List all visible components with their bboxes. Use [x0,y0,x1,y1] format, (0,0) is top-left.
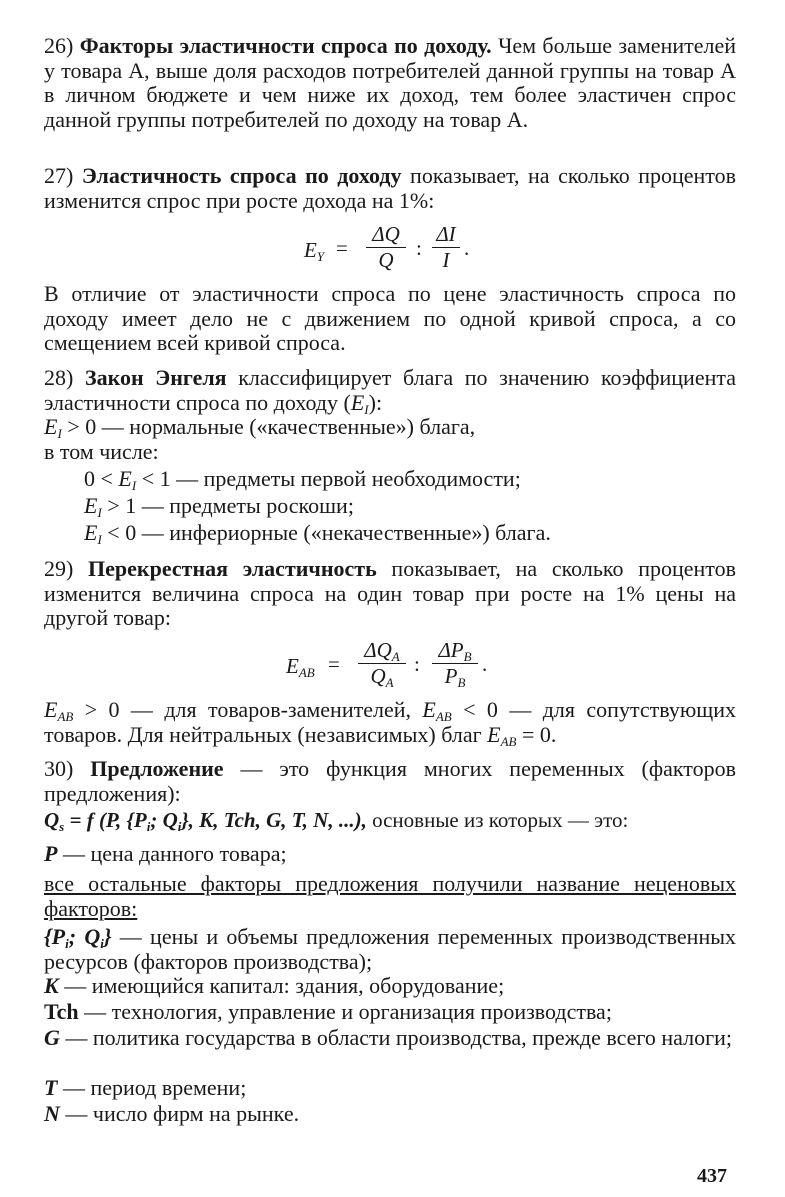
section-number: 30) [44,756,74,781]
formula-fraction [366,222,406,272]
cross-elasticity-formula: $E_{AB}$ = $\Delta Q_A$ $Q_A$ : $\Delta P_B$ $P_B$ . [286,638,488,690]
section-heading: Перекрестная эластичность [88,556,377,581]
section-29-note: $E_{AB} > 0$ — для товаров-заменителей, $E_{AB} < 0$ — для сопутствующих товаров. Для нейтральных (независимых) благ $E_{AB} = 0$. [44,697,736,749]
section-number: 26) [44,33,74,58]
formula-fraction: $\Delta Q_A$ $Q_A$ [358,638,406,688]
section-30 [44,757,736,806]
section-27 [44,164,736,213]
fraction-denominator: I [442,247,450,272]
section-text: показывает, на сколько процентов изменится спрос при росте дохода на 1%: [44,163,737,213]
engel-including: в том числе: [44,439,159,464]
section-28 [44,366,736,415]
supply-function: $Q_s = f$ (P, {$P_i$; $Q_i$}, K, Tch, G, T, N, ...), основные из которых — это: [44,808,629,834]
engel-luxury: $E_I > 1$ — предметы роскоши; [84,493,354,520]
section-heading: Эластичность спроса по доходу [81,163,402,188]
formula-subscript: I [364,401,369,417]
formula-fraction: $\Delta P_B$ $P_B$ [432,638,478,688]
formula-symbol: E [304,238,317,262]
section-number: 28) [44,365,74,390]
factor-government: G — политика государства в области производства, прежде всего налоги; [44,1025,732,1050]
section-text: Чем больше заменителей у товара А, выше доля расходов потребителей данной группы на товар А в личном бюджете и чем ниже их доход, тем более эластичен спрос данной группы потребителей по доходу на товар А. [44,33,737,132]
section-text: показывает, на сколько процентов изменится величина спроса на один товар при росте на 1% цены на другой товар: [44,556,736,630]
formula-subscript: Y [316,249,325,264]
section-heading: Факторы эластичности спроса по доходу. [79,33,492,58]
income-elasticity-formula [304,222,504,278]
section-heading: Предложение [90,756,224,781]
factor-technology: Tch — технология, управление и организация производства; [44,999,612,1024]
fraction-numerator: ΔI [436,222,456,246]
factor-price: P — цена данного товара; [44,841,287,866]
formula-period: . [464,236,470,260]
factor-firms: N — число фирм на рынке. [44,1101,300,1126]
section-number: 27) [44,163,74,188]
formula-colon: : [416,236,422,260]
factor-time: T — период времени; [44,1075,247,1100]
section-text: — это функция многих переменных (факторов предложения): [44,756,737,806]
formula-equals: = [336,236,348,260]
fraction-numerator: ΔQ [372,222,400,246]
section-27-note: В отличие от эластичности спроса по цене эластичность спроса по доходу имеет дело не с движением по одной кривой спроса, а со смещением всей кривой спроса. [44,281,736,355]
fraction-denominator: Q [378,247,394,272]
engel-necessities: $0 < E_I < 1$ — предметы первой необходимости; [84,466,521,493]
formula-fraction [432,222,460,272]
non-price-factors-heading: все остальные факторы предложения получили название неценовых факторов: [44,871,736,921]
section-text: ): [368,389,383,415]
section-29 [44,557,736,631]
section-26 [44,34,736,132]
engel-normal-goods: $E_I > 0$ — нормальные («качественные») блага, [44,414,476,441]
factor-capital: K — имеющийся капитал: здания, оборудование; [44,973,505,998]
section-number: 29) [44,556,74,581]
section-heading: Закон Энгеля [84,365,227,390]
factor-resources: {$P_i$; $Q_i$} — цены и объемы предложения переменных производственных ресурсов (факторов производства); [44,924,736,974]
formula-symbol: E [350,389,365,415]
section-text: классифицирует блага по значению коэффициента эластичности спроса по доходу ( [44,365,737,415]
engel-inferior: $E_I < 0$ — инфериорные («некачественные») блага. [84,520,551,547]
page-number: 437 [697,1165,727,1187]
